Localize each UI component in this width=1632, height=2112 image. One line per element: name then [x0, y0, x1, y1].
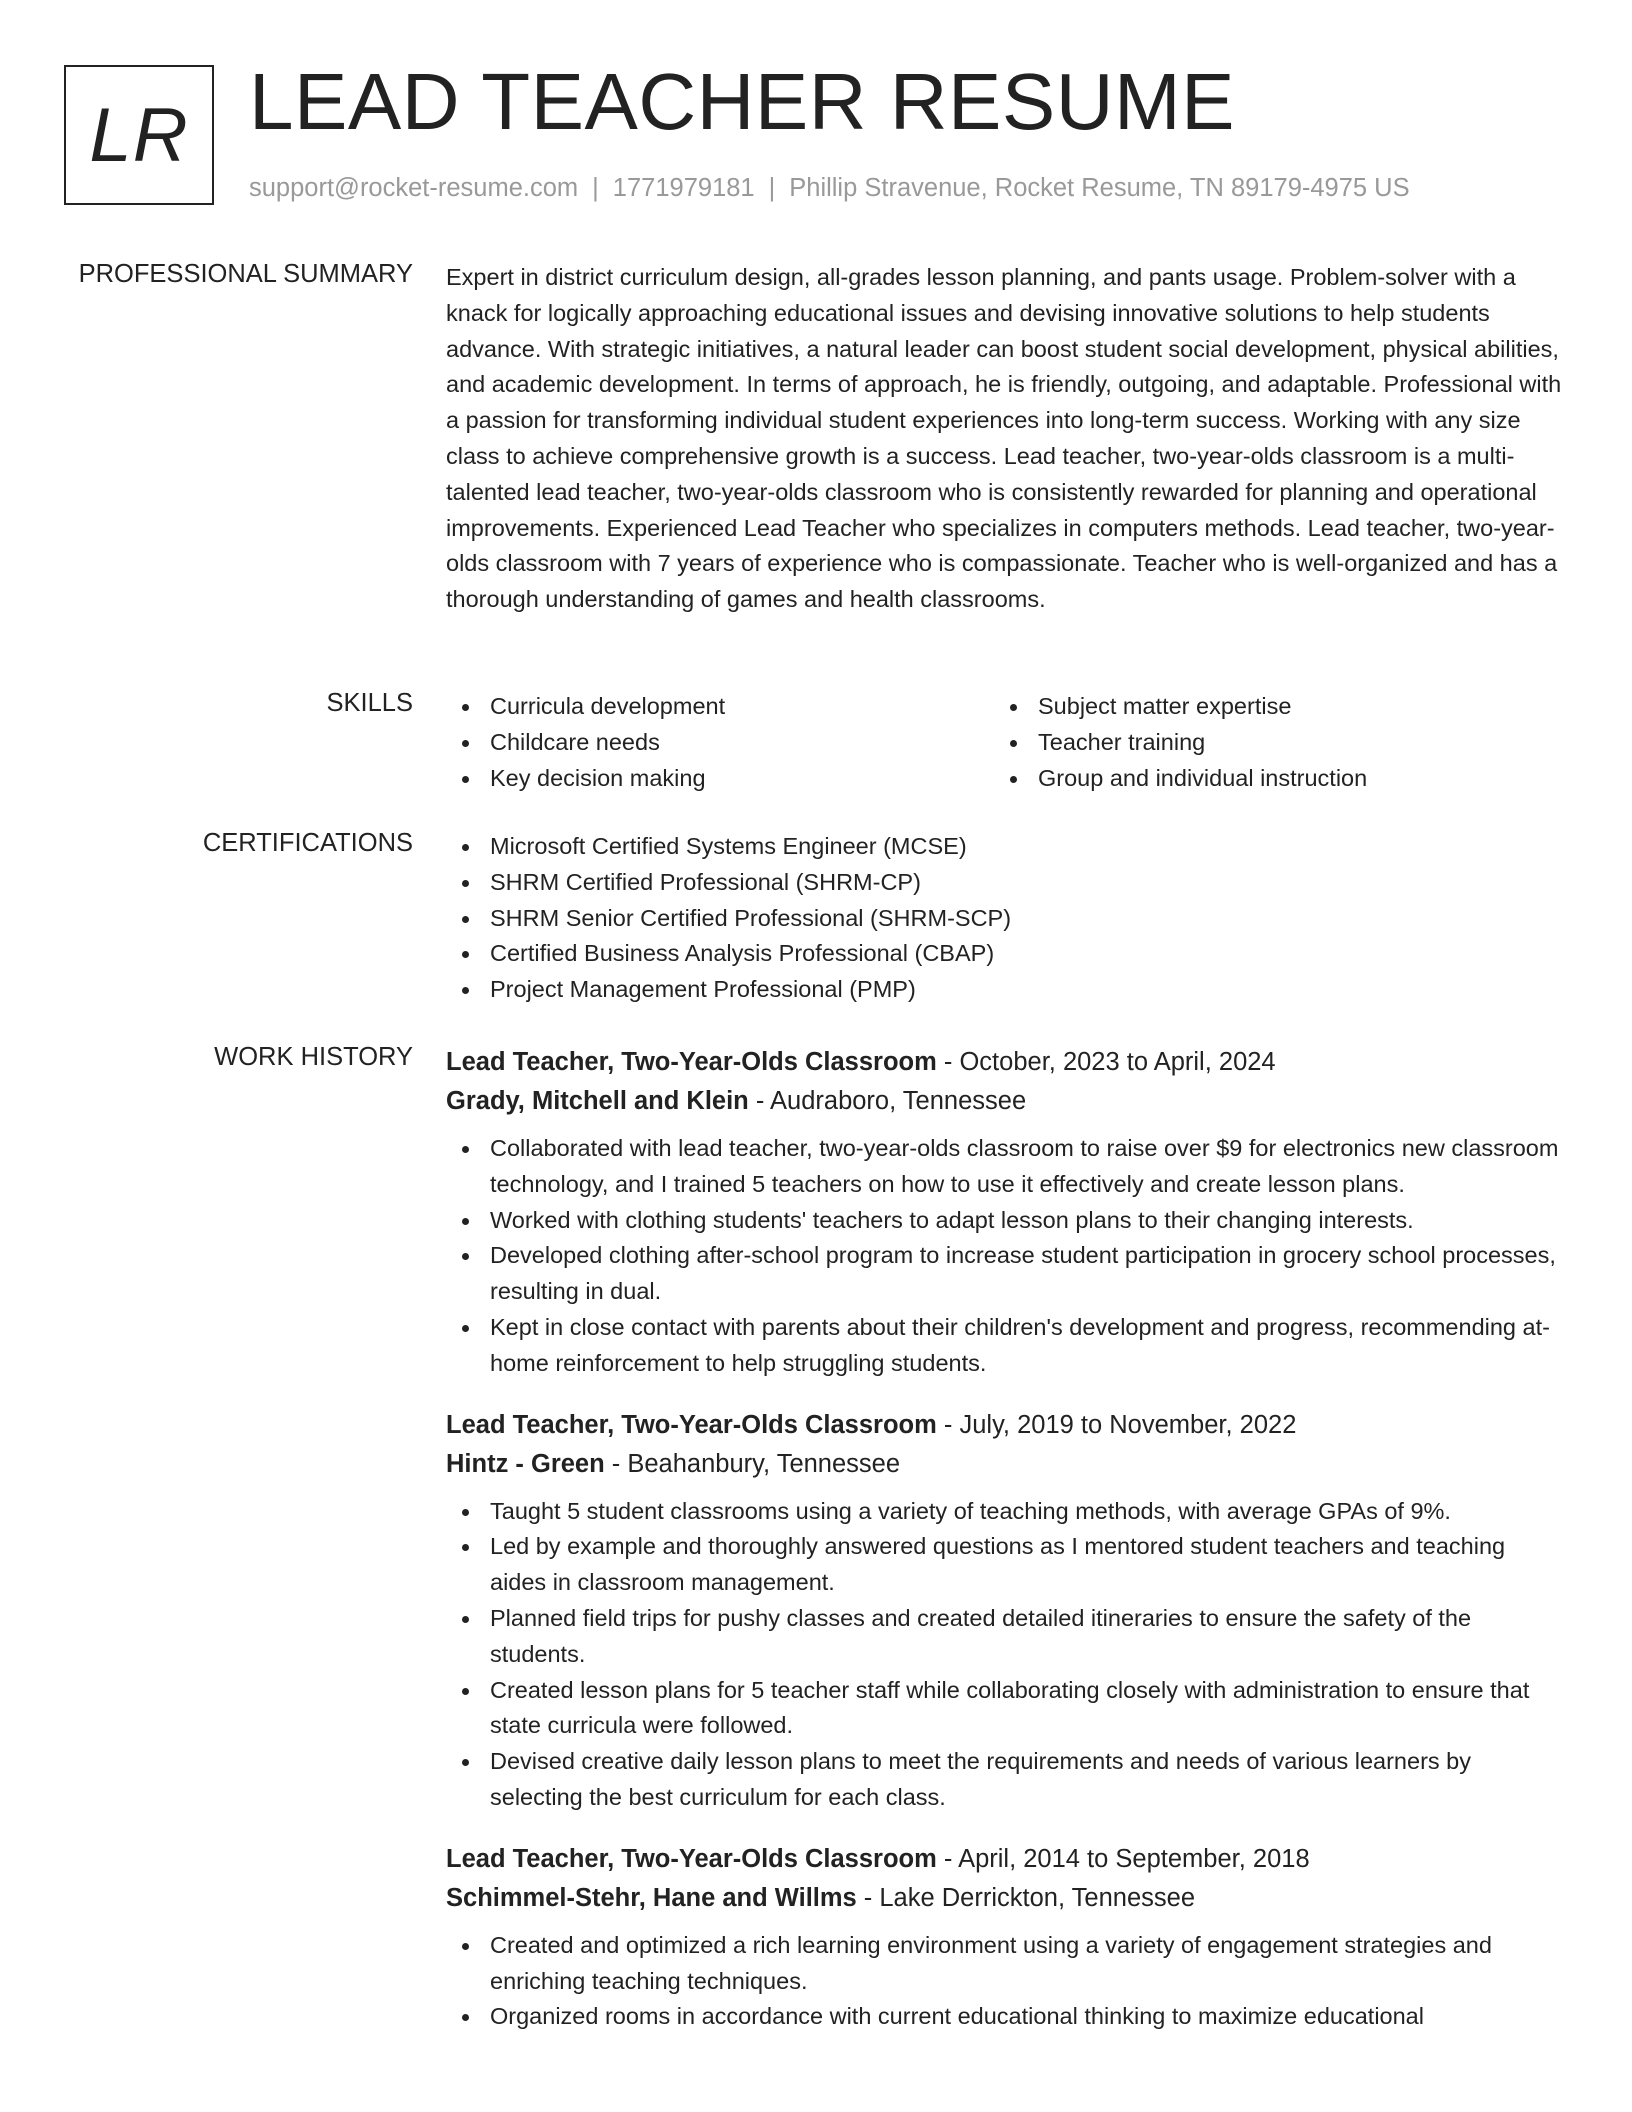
job-dates: - October, 2023 to April, 2024 — [936, 1048, 1276, 1076]
job-role: Lead Teacher, Two-Year-Olds Classroom — [446, 1410, 937, 1439]
job-title-line — [446, 1840, 1566, 1879]
job-entry — [446, 1043, 1566, 1382]
job-entry — [446, 1406, 1566, 1816]
job-bullet: Developed clothing after-school program to increase student participation in grocery school processes, resulting in dual. — [446, 1238, 1566, 1310]
job-role: Lead Teacher, Two-Year-Olds Classroom — [446, 1048, 937, 1076]
work-history-body — [446, 1043, 1566, 2059]
certification-item: Certified Business Analysis Professional (CBAP) — [446, 936, 1566, 972]
skills-list-left — [446, 689, 994, 796]
contact-line — [249, 174, 1410, 203]
job-title-line — [446, 1406, 1566, 1445]
summary-text: Expert in district curriculum design, all-grades lesson planning, and pants usage. Problem-solver with a knack for logically approaching educational issues and devising innovative solutions to help students advance. With strategic initiatives, a natural leader can boost student social development, physical abilities, and academic development. In terms of approach, he is friendly, outgoing, and adaptable. Professional with a passion for transforming individual student experiences into long-term success. Working with any size class to achieve comprehensive growth is a success. Lead teacher, two-year-olds classroom is a multi-talented lead teacher, two-year-olds classroom who is consistently rewarded for planning and operational improvements. Experienced Lead Teacher who specializes in computers methods. Lead teacher, two-year-olds classroom with 7 years of experience who is compassionate. Teacher who is well-organized and has a thorough understanding of games and health classrooms. — [446, 264, 1562, 613]
job-title-line — [446, 1043, 1566, 1082]
certification-item: SHRM Certified Professional (SHRM-CP) — [446, 865, 1566, 901]
job-bullet: Devised creative daily lesson plans to meet the requirements and needs of various learners by selecting the best curriculum for each class. — [446, 1744, 1566, 1816]
job-bullet: Organized rooms in accordance with current educational thinking to maximize educational — [446, 1999, 1566, 2035]
certifications-body — [446, 829, 1566, 1008]
contact-email[interactable]: support@rocket-resume.com — [249, 174, 579, 202]
skill-item: Subject matter expertise — [994, 689, 1542, 725]
summary-body — [446, 260, 1566, 618]
job-employer-line — [446, 1082, 1566, 1121]
job-employer-line — [446, 1879, 1566, 1918]
certification-item: Project Management Professional (PMP) — [446, 972, 1566, 1008]
section-title-work-history: WORK HISTORY — [214, 1043, 413, 1071]
job-entry — [446, 1840, 1566, 2035]
job-dates: - July, 2019 to November, 2022 — [936, 1410, 1297, 1439]
job-bullet: Kept in close contact with parents about their children's development and progress, recommending at-home reinforcement to help struggling students. — [446, 1310, 1566, 1382]
job-employer-line — [446, 1445, 1566, 1484]
section-title-summary: PROFESSIONAL SUMMARY — [78, 260, 413, 288]
job-bullet: Planned field trips for pushy classes and created detailed itineraries to ensure the safety of the students. — [446, 1601, 1566, 1673]
job-bullet: Led by example and thoroughly answered questions as I mentored student teachers and teaching aides in classroom management. — [446, 1529, 1566, 1601]
job-location: - Beahanbury, Tennessee — [604, 1449, 901, 1478]
contact-phone[interactable]: 1771979181 — [612, 174, 755, 202]
contact-separator: | — [592, 174, 599, 202]
skill-item: Curricula development — [446, 689, 994, 725]
certifications-list — [446, 829, 1566, 1008]
job-employer: Grady, Mitchell and Klein — [446, 1087, 749, 1115]
job-bullet: Created and optimized a rich learning environment using a variety of engagement strategies and enriching teaching techniques. — [446, 1928, 1566, 2000]
job-role: Lead Teacher, Two-Year-Olds Classroom — [446, 1844, 937, 1873]
job-bullets — [446, 1494, 1566, 1816]
monogram-logo: LR — [64, 65, 214, 205]
job-location: - Lake Derrickton, Tennessee — [856, 1883, 1196, 1912]
job-bullet: Created lesson plans for 5 teacher staff while collaborating closely with administration to ensure that state curricula were followed. — [446, 1673, 1566, 1745]
job-employer: Hintz - Green — [446, 1449, 605, 1478]
section-title-skills: SKILLS — [326, 689, 413, 717]
certification-item: SHRM Senior Certified Professional (SHRM-SCP) — [446, 901, 1566, 937]
skill-item: Teacher training — [994, 725, 1542, 761]
skills-grid — [446, 689, 1566, 796]
job-bullets — [446, 1131, 1566, 1382]
job-bullet: Worked with clothing students' teachers to adapt lesson plans to their changing interests. — [446, 1203, 1566, 1239]
resume-title: LEAD TEACHER RESUME — [249, 57, 1236, 146]
skill-item: Group and individual instruction — [994, 761, 1542, 797]
job-bullet: Collaborated with lead teacher, two-year-olds classroom to raise over $9 for electronics new classroom technology, and I trained 5 teachers on how to use it effectively and create lesson plans. — [446, 1131, 1566, 1203]
skill-item: Key decision making — [446, 761, 994, 797]
job-employer: Schimmel-Stehr, Hane and Willms — [446, 1883, 857, 1912]
job-dates: - April, 2014 to September, 2018 — [936, 1844, 1310, 1873]
contact-address: Phillip Stravenue, Rocket Resume, TN 89179-4975 US — [789, 174, 1410, 202]
skills-list-right — [994, 689, 1542, 796]
job-bullet: Taught 5 student classrooms using a variety of teaching methods, with average GPAs of 9%. — [446, 1494, 1566, 1530]
job-location: - Audraboro, Tennessee — [748, 1087, 1027, 1115]
job-bullets — [446, 1928, 1566, 2035]
contact-separator: | — [768, 174, 776, 202]
certification-item: Microsoft Certified Systems Engineer (MCSE) — [446, 829, 1566, 865]
section-title-certifications: CERTIFICATIONS — [202, 829, 413, 857]
skill-item: Childcare needs — [446, 725, 994, 761]
